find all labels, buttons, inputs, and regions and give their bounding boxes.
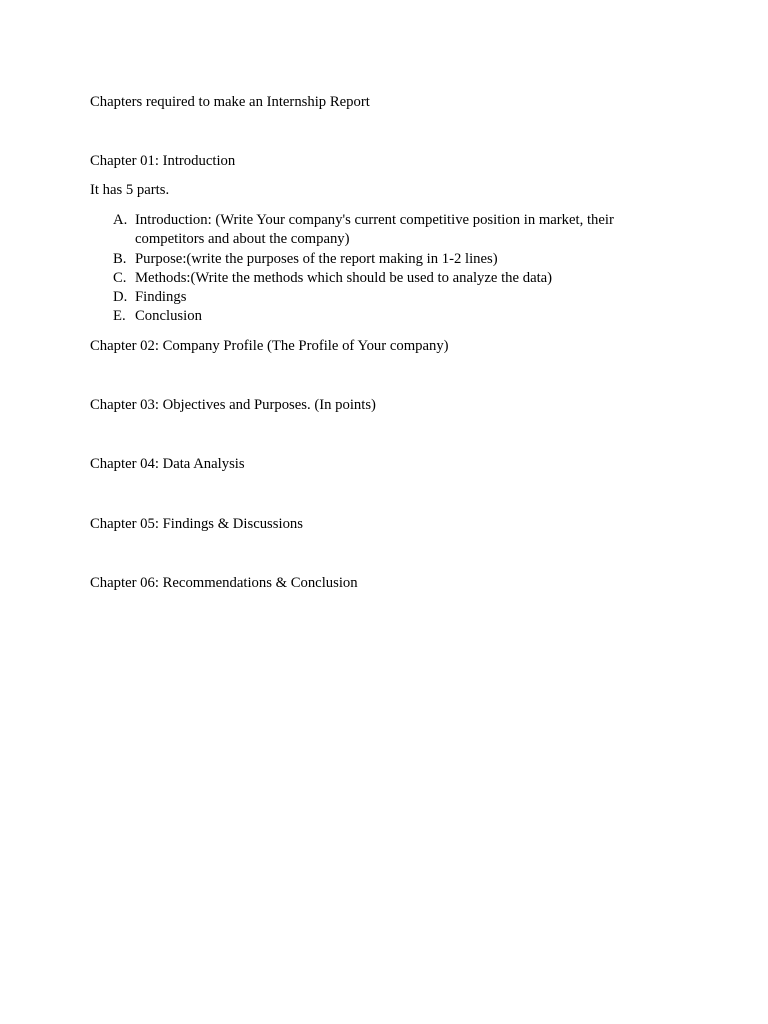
list-item bbox=[90, 307, 650, 326]
chapter-01-heading: Chapter 01: Introduction bbox=[90, 153, 236, 169]
list-item bbox=[90, 250, 650, 269]
chapter-01-intro: It has 5 parts. bbox=[90, 182, 170, 198]
chapter-02-heading: Chapter 02: Company Profile (The Profile of Your company) bbox=[90, 338, 449, 354]
list-marker: D. bbox=[113, 289, 128, 306]
list-marker: C. bbox=[113, 269, 127, 286]
list-marker: E. bbox=[113, 308, 126, 325]
chapter-05-heading: Chapter 05: Findings & Discussions bbox=[90, 516, 303, 532]
list-item bbox=[90, 211, 650, 250]
list-item-text: Introduction: (Write Your company's current competitive position in market, their competitors and about the company) bbox=[135, 212, 614, 248]
list-item-text: Methods:(Write the methods which should be used to analyze the data) bbox=[135, 269, 553, 286]
list-marker: B. bbox=[113, 250, 127, 267]
list-item-text: Conclusion bbox=[135, 308, 202, 325]
list-item bbox=[90, 288, 650, 307]
chapter-03-heading: Chapter 03: Objectives and Purposes. (In points) bbox=[90, 397, 376, 413]
document-title: Chapters required to make an Internship Report bbox=[90, 94, 370, 110]
chapter-01-parts-list bbox=[90, 211, 650, 327]
chapter-06-heading: Chapter 06: Recommendations & Conclusion bbox=[90, 575, 358, 591]
list-marker: A. bbox=[113, 212, 128, 228]
chapter-04-heading: Chapter 04: Data Analysis bbox=[90, 456, 245, 472]
list-item-text: Findings bbox=[135, 289, 187, 306]
list-item bbox=[90, 269, 650, 288]
list-item-text: Purpose:(write the purposes of the report making in 1-2 lines) bbox=[135, 250, 498, 267]
